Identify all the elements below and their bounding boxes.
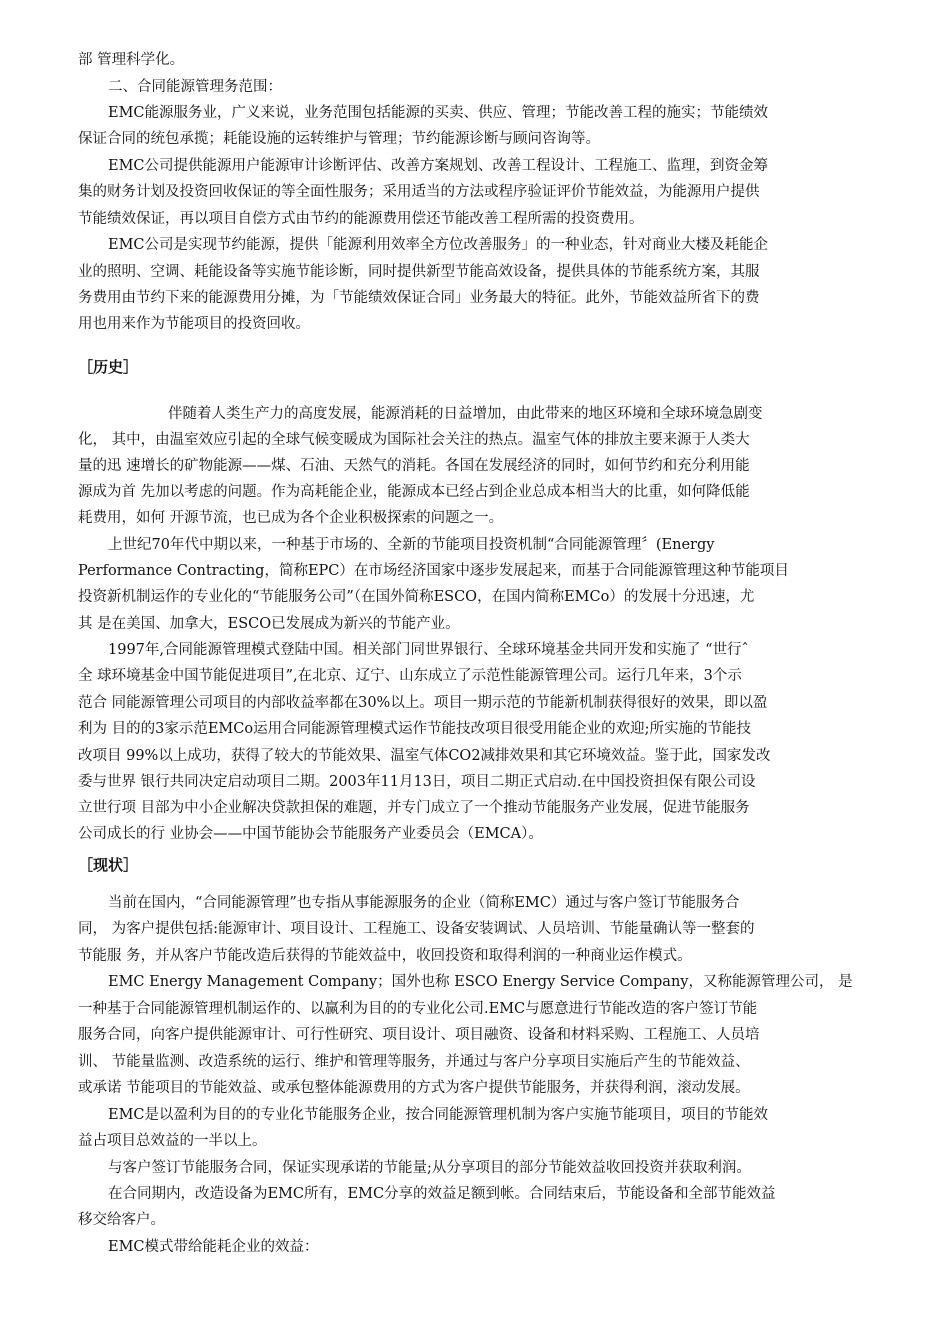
text-line: 训、 节能量监测、改造系统的运行、维护和管理等服务，并通过与客户分享项目实施后产生的节能效益、 (78, 1054, 750, 1070)
text-line: 二、合同能源管理务范围： (108, 79, 282, 95)
text-line: 上世纪70年代中期以来，一种基于市场的、全新的节能项目投资机制“合同能源管理〞(Energy (108, 537, 715, 553)
section-heading: ［现状］ (78, 856, 139, 874)
text-line: 服务合同，向客户提供能源审计、可行性研究、项目设计、项目融资、设备和材料采购、工程施工、人员培 (78, 1027, 760, 1043)
text-line: 源成为首 先加以考虑的问题。作为高耗能企业，能源成本已经占到企业总成本相当大的比重，如何降低能 (78, 484, 750, 500)
text-line: EMC公司是实现节约能源，提供「能源利用效率全方位改善服务」的一种业态，针对商业大楼及耗能企 (108, 237, 769, 253)
text-line: 利为 目的的3家示范EMCo运用合同能源管理模式运作节能技改项目很受用能企业的欢迎;所实施的节能技 (78, 721, 751, 737)
text-line: 同， 为客户提供包括:能源审计、项目设计、工程施工、设备安装调试、人员培训、节能量确认等一整套的 (78, 921, 755, 937)
text-line: 务费用由节约下来的能源费用分摊，为「节能绩效保证合同」业务最大的特征。此外，节能效益所省下的费 (78, 290, 760, 306)
text-line: 一种基于合同能源管理机制运作的、以赢利为目的的专业化公司.EMC与愿意进行节能改造的客户签订节能 (78, 1001, 758, 1017)
text-line: 益占项目总效益的一半以上。 (78, 1133, 267, 1149)
text-line: EMC公司提供能源用户能源审计诊断评估、改善方案规划、改善工程设计、工程施工、监理，到资金筹 (108, 158, 769, 174)
text-line: 委与世界 银行共同决定启动项目二期。2003年11月13日，项目二期正式启动.在中国投资担保有限公司设 (78, 774, 756, 790)
section-heading: ［历史］ (78, 358, 139, 376)
text-line: 伴随着人类生产力的高度发展，能源消耗的日益增加，由此带来的地区环境和全球环境急剧变 (168, 406, 763, 422)
text-line: 其 是在美国、加拿大，ESCO已发展成为新兴的节能产业。 (78, 616, 460, 632)
text-line: 范合 同能源管理公司项目的内部收益率都在30%以上。项目一期示范的节能新机制获得很好的效果，即以盈 (78, 695, 768, 711)
text-line: 耗费用，如何 开源节流，也已成为各个企业积极探索的问题之一。 (78, 510, 504, 526)
text-line: 移交给客户。 (78, 1212, 165, 1228)
text-line: 量的迅 速增长的矿物能源——煤、石油、天然气的消耗。各国在发展经济的同时，如何节约和充分利用能 (78, 458, 750, 474)
text-line: 业的照明、空调、耗能设备等实施节能诊断，同时提供新型节能高效设备，提供具体的节能系统方案，其服 (78, 264, 760, 280)
text-line: 改项目 99%以上成功，获得了较大的节能效果、温室气体CO2减排效果和其它环境效益。鉴于此，国家发改 (78, 748, 771, 764)
text-line: EMC模式带给能耗企业的效益： (108, 1239, 319, 1255)
text-line: 集的财务计划及投资回收保证的等全面性服务；采用适当的方法或程序验证评价节能效益，为能源用户提供 (78, 184, 760, 200)
text-line: EMC Energy Management Company；国外也称 ESCO Energy Service Company，又称能源管理公司， 是 (108, 974, 853, 990)
text-line: EMC是以盈利为目的的专业化节能服务企业，按合同能源管理机制为客户实施节能项目，项目的节能效 (108, 1107, 769, 1123)
text-line: 公司成长的行 业协会——中国节能协会节能服务产业委员会（EMCA）。 (78, 826, 543, 842)
text-line: 当前在国内，“合同能源管理”也专指从事能源服务的企业（简称EMC）通过与客户签订节能服务合 (108, 895, 740, 911)
text-line: 投资新机制运作的专业化的“节能服务公司”（在国外简称ESCO，在国内简称EMCo）的发展十分迅速，尤 (78, 589, 755, 605)
text-line: 1997年,合同能源管理模式登陆中国。相关部门同世界银行、全球环境基金共同开发和实施了 “世行ˆ (108, 642, 749, 658)
text-line: 化， 其中，由温室效应引起的全球气候变暖成为国际社会关注的热点。温室气体的排放主要来源于人类大 (78, 432, 750, 448)
text-line: 节能服 务，并从客户节能改造后获得的节能效益中，收回投资和取得利润的一种商业运作模式。 (78, 948, 692, 964)
text-line: 与客户签订节能服务合同，保证实现承诺的节能量;从分享项目的部分节能效益收回投资并获取利润。 (108, 1160, 751, 1176)
text-line: 全 球环境基金中国节能促进项目”,在北京、辽宁、山东成立了示范性能源管理公司。运行几年来，3个示 (78, 668, 742, 684)
text-line: 保证合同的统包承揽；耗能设施的运转维护与管理；节约能源诊断与顾问咨询等。 (78, 131, 600, 147)
text-line: 用也用来作为节能项目的投资回收。 (78, 316, 310, 332)
text-line: EMC能源服务业，广义来说，业务范围包括能源的买卖、供应、管理；节能改善工程的施实；节能绩效 (108, 105, 769, 121)
text-line: 节能绩效保证，再以项目自偿方式由节约的能源费用偿还节能改善工程所需的投资费用。 (78, 211, 644, 227)
text-line: 在合同期内，改造设备为EMC所有，EMC分享的效益足额到帐。合同结束后，节能设备和全部节能效益 (108, 1186, 776, 1202)
text-line: 或承诺 节能项目的节能效益、或承包整体能源费用的方式为客户提供节能服务，并获得利润，滚动发展。 (78, 1080, 750, 1096)
text-line: 部 管理科学化。 (78, 52, 185, 68)
text-line: Performance Contracting，简称EPC）在市场经济国家中逐步发展起来，而基于合同能源管理这种节能项目 (78, 563, 789, 579)
text-line: 立世行项 目部为中小企业解决贷款担保的难题，并专门成立了一个推动节能服务产业发展，促进节能服务 (78, 800, 750, 816)
